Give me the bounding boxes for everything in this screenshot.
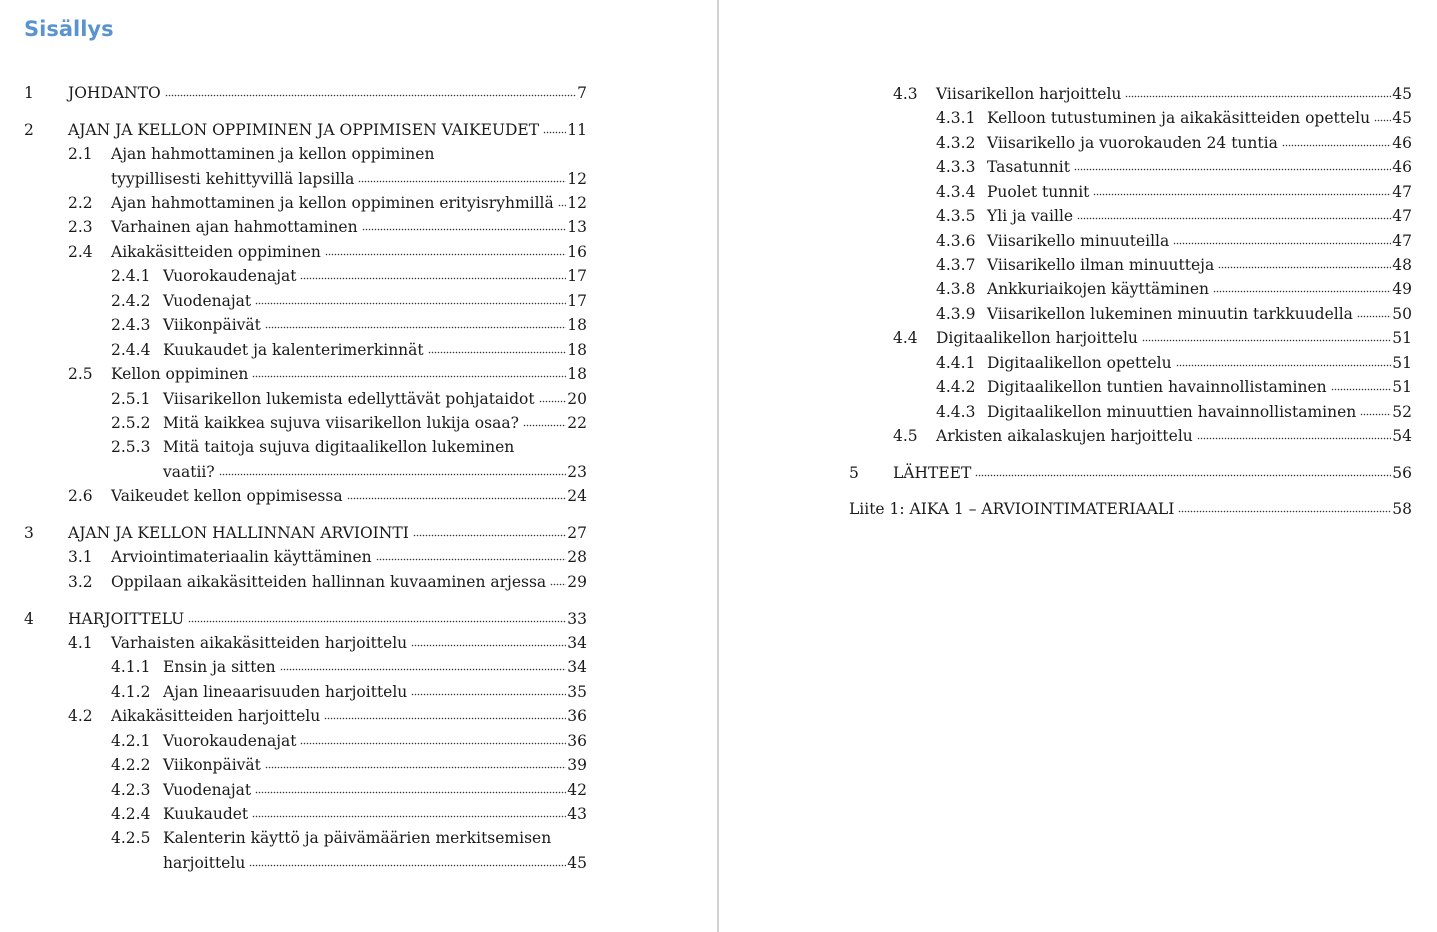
toc-page-number: 42 xyxy=(567,781,587,799)
toc-entry[interactable] xyxy=(936,84,1412,104)
toc-number: 4.1.1 xyxy=(111,658,151,676)
toc-number: 4.3.3 xyxy=(936,158,976,176)
toc-page-number: 18 xyxy=(567,316,587,334)
toc-entry[interactable] xyxy=(893,463,1412,483)
toc-number: 4 xyxy=(24,610,34,628)
toc-entry[interactable] xyxy=(987,182,1412,202)
toc-number: 4.3.7 xyxy=(936,256,976,274)
toc-number: 2.1 xyxy=(68,145,93,163)
dot-leader xyxy=(550,580,566,586)
dot-leader xyxy=(523,421,566,427)
toc-label: Ankkuriaikojen käyttäminen xyxy=(987,280,1210,298)
dot-leader xyxy=(325,250,566,256)
toc-entry[interactable] xyxy=(68,609,587,629)
toc-number: 4.3.4 xyxy=(936,183,976,201)
dot-leader xyxy=(255,299,566,305)
toc-page-number: 34 xyxy=(567,634,587,652)
toc-page-number: 36 xyxy=(567,732,587,750)
toc-entry[interactable] xyxy=(68,523,587,543)
toc-page-number: 12 xyxy=(567,194,587,212)
toc-page-number: 20 xyxy=(567,390,587,408)
toc-entry[interactable] xyxy=(163,731,587,751)
toc-label: Tasatunnit xyxy=(987,158,1070,176)
toc-page-number: 58 xyxy=(1392,500,1412,518)
toc-label: Vuorokaudenajat xyxy=(163,267,297,285)
toc-label: Vuodenajat xyxy=(163,292,252,310)
toc-label: Aikakäsitteiden oppiminen xyxy=(111,243,321,261)
toc-entry[interactable] xyxy=(987,255,1412,275)
toc-label: Digitaalikellon opettelu xyxy=(987,354,1172,372)
toc-number: 2.4.3 xyxy=(111,316,151,334)
toc-label: AJAN JA KELLON OPPIMINEN JA OPPIMISEN VAIKEUDET xyxy=(68,121,540,139)
toc-label: Ajan hahmottaminen ja kellon oppiminen xyxy=(111,145,435,163)
toc-label: Liite 1: AIKA 1 – ARVIOINTIMATERIAALI xyxy=(849,500,1175,518)
toc-entry[interactable] xyxy=(987,231,1412,251)
dot-leader xyxy=(1331,385,1392,391)
toc-label: Viisarikello ilman minuutteja xyxy=(987,256,1215,274)
toc-entry[interactable] xyxy=(163,657,587,677)
toc-number: 2.4.4 xyxy=(111,341,151,359)
toc-label: JOHDANTO xyxy=(68,84,161,102)
dot-leader xyxy=(413,531,566,537)
dot-leader xyxy=(265,763,566,769)
toc-page-number: 46 xyxy=(1392,134,1412,152)
toc-number: 4.2.3 xyxy=(111,781,151,799)
toc-entry[interactable] xyxy=(163,389,587,409)
toc-entry[interactable] xyxy=(936,328,1412,348)
toc-number: 2.5.3 xyxy=(111,438,151,456)
toc-page-number: 47 xyxy=(1392,232,1412,250)
toc-label: Viisarikellon harjoittelu xyxy=(936,85,1122,103)
toc-number: 2.5.1 xyxy=(111,390,151,408)
toc-page-number: 43 xyxy=(567,805,587,823)
toc-page-number: 47 xyxy=(1392,207,1412,225)
toc-entry[interactable] xyxy=(987,304,1412,324)
toc-page-number: 48 xyxy=(1392,256,1412,274)
toc-page-number: 45 xyxy=(1392,109,1412,127)
dot-leader xyxy=(1213,287,1391,293)
toc-number: 4.3.8 xyxy=(936,280,976,298)
toc-entry[interactable] xyxy=(163,755,587,775)
dot-leader xyxy=(280,665,567,671)
toc-page-number: 11 xyxy=(567,121,587,139)
toc-page-number: 17 xyxy=(567,292,587,310)
toc-number: 2.6 xyxy=(68,487,93,505)
toc-number: 4.3.1 xyxy=(936,109,976,127)
toc-entry[interactable] xyxy=(987,377,1412,397)
toc-number: 2.5.2 xyxy=(111,414,151,432)
toc-label: Oppilaan aikakäsitteiden hallinnan kuvaaminen arjessa xyxy=(111,573,547,591)
toc-page-number: 33 xyxy=(567,610,587,628)
toc-number: 4.2.1 xyxy=(111,732,151,750)
dot-leader xyxy=(252,372,566,378)
toc-page-number: 49 xyxy=(1392,280,1412,298)
dot-leader xyxy=(1374,116,1391,122)
dot-leader xyxy=(165,91,576,97)
toc-page-number: 18 xyxy=(567,341,587,359)
toc-number: 2.3 xyxy=(68,218,93,236)
toc-entry[interactable] xyxy=(111,706,587,726)
toc-page-number: 51 xyxy=(1392,329,1412,347)
toc-entry[interactable] xyxy=(111,169,587,189)
toc-page-number: 23 xyxy=(567,463,587,481)
toc-number: 5 xyxy=(849,464,859,482)
toc-number: 4.2.5 xyxy=(111,829,151,847)
dot-leader xyxy=(1125,92,1391,98)
dot-leader xyxy=(1176,361,1392,367)
toc-label: Varhainen ajan hahmottaminen xyxy=(111,218,358,236)
toc-entry[interactable] xyxy=(987,279,1412,299)
toc-label: Viisarikello minuuteilla xyxy=(987,232,1170,250)
toc-label: Viisarikello ja vuorokauden 24 tuntia xyxy=(987,134,1278,152)
dot-leader xyxy=(1360,410,1391,416)
toc-number: 2.5 xyxy=(68,365,93,383)
toc-page-number: 27 xyxy=(567,524,587,542)
dot-leader xyxy=(324,714,566,720)
toc-number: 4.3.2 xyxy=(936,134,976,152)
toc-label: Arkisten aikalaskujen harjoittelu xyxy=(936,427,1193,445)
toc-number: 4.1.2 xyxy=(111,683,151,701)
toc-page-number: 12 xyxy=(567,170,587,188)
toc-page-number: 56 xyxy=(1392,464,1412,482)
toc-number: 3 xyxy=(24,524,34,542)
dot-leader xyxy=(249,861,566,867)
page-title: Sisällys xyxy=(24,17,114,41)
toc-page-number: 51 xyxy=(1392,378,1412,396)
toc-number: 3.2 xyxy=(68,573,93,591)
toc-label: Kalenterin käyttö ja päivämäärien merkitsemisen xyxy=(163,829,552,847)
toc-entry[interactable] xyxy=(936,426,1412,446)
toc-label: Viisarikellon lukeminen minuutin tarkkuudella xyxy=(987,305,1353,323)
toc-page-number: 17 xyxy=(567,267,587,285)
toc-entry[interactable] xyxy=(111,193,587,213)
toc-entry[interactable] xyxy=(163,315,587,335)
toc-entry[interactable] xyxy=(163,413,587,433)
toc-entry[interactable] xyxy=(163,804,587,824)
dot-leader xyxy=(255,788,566,794)
toc-entry[interactable] xyxy=(111,242,587,262)
toc-page-number: 52 xyxy=(1392,403,1412,421)
dot-leader xyxy=(362,225,567,231)
toc-entry[interactable] xyxy=(987,157,1412,177)
dot-leader xyxy=(411,690,566,696)
toc-page-number: 34 xyxy=(567,658,587,676)
toc-entry[interactable] xyxy=(68,120,587,140)
toc-entry[interactable] xyxy=(987,133,1412,153)
dot-leader xyxy=(1357,312,1391,318)
toc-entry[interactable] xyxy=(163,340,587,360)
toc-label: LÄHTEET xyxy=(893,464,972,482)
toc-number: 2.2 xyxy=(68,194,93,212)
dot-leader xyxy=(265,323,566,329)
toc-entry[interactable] xyxy=(987,108,1412,128)
toc-label: Vaikeudet kellon oppimisessa xyxy=(111,487,343,505)
dot-leader xyxy=(539,397,567,403)
toc-page-number: 35 xyxy=(567,683,587,701)
toc-number: 2.4.1 xyxy=(111,267,151,285)
toc-number: 4.3.5 xyxy=(936,207,976,225)
toc-page-number: 13 xyxy=(567,218,587,236)
toc-label: harjoittelu xyxy=(163,854,246,872)
toc-number: 2 xyxy=(24,121,34,139)
toc-entry[interactable] xyxy=(163,780,587,800)
toc-page-number: 51 xyxy=(1392,354,1412,372)
toc-page-number: 46 xyxy=(1392,158,1412,176)
toc-page-number: 39 xyxy=(567,756,587,774)
toc-entry[interactable] xyxy=(163,462,587,482)
toc-number: 4.3.9 xyxy=(936,305,976,323)
toc-number: 4.2 xyxy=(68,707,93,725)
toc-label: Arviointimateriaalin käyttäminen xyxy=(111,548,372,566)
toc-number: 4.2.2 xyxy=(111,756,151,774)
toc-number: 4.4 xyxy=(893,329,918,347)
dot-leader xyxy=(347,494,567,500)
dot-leader xyxy=(1074,165,1391,171)
toc-entry[interactable] xyxy=(849,499,1412,519)
toc-label: Digitaalikellon tuntien havainnollistaminen xyxy=(987,378,1327,396)
toc-label: HARJOITTELU xyxy=(68,610,185,628)
dot-leader xyxy=(1197,434,1392,440)
toc-label: Vuodenajat xyxy=(163,781,252,799)
toc-number: 4.4.1 xyxy=(936,354,976,372)
dot-leader xyxy=(1142,336,1391,342)
toc-label: Kuukaudet xyxy=(163,805,249,823)
dot-leader xyxy=(300,739,566,745)
toc-number: 4.2.4 xyxy=(111,805,151,823)
dot-leader xyxy=(411,641,566,647)
toc-number: 4.4.3 xyxy=(936,403,976,421)
toc-label: Varhaisten aikakäsitteiden harjoittelu xyxy=(111,634,408,652)
toc-page-number: 54 xyxy=(1392,427,1412,445)
toc-entry[interactable] xyxy=(111,217,587,237)
dot-leader xyxy=(300,274,566,280)
toc-entry[interactable] xyxy=(111,572,587,592)
toc-label: Viikonpäivät xyxy=(163,756,261,774)
toc-label: Viisarikellon lukemista edellyttävät pohjataidot xyxy=(163,390,535,408)
toc-label: vaatii? xyxy=(163,463,215,481)
toc-number: 2.4.2 xyxy=(111,292,151,310)
toc-entry[interactable] xyxy=(163,291,587,311)
toc-page-number: 22 xyxy=(567,414,587,432)
toc-number: 3.1 xyxy=(68,548,93,566)
toc-entry[interactable] xyxy=(111,364,587,384)
toc-entry[interactable] xyxy=(987,402,1412,422)
toc-label: Viikonpäivät xyxy=(163,316,261,334)
toc-label: AJAN JA KELLON HALLINNAN ARVIOINTI xyxy=(68,524,409,542)
toc-entry[interactable] xyxy=(163,853,587,873)
toc-entry[interactable] xyxy=(163,266,587,286)
toc-number: 1 xyxy=(24,84,34,102)
toc-page-number: 24 xyxy=(567,487,587,505)
dot-leader xyxy=(1173,239,1391,245)
dot-leader xyxy=(558,201,567,207)
toc-number: 4.4.2 xyxy=(936,378,976,396)
toc-page-number: 16 xyxy=(567,243,587,261)
toc-label: Ajan hahmottaminen ja kellon oppiminen erityisryhmillä xyxy=(111,194,554,212)
toc-number: 4.5 xyxy=(893,427,918,445)
toc-number: 4.1 xyxy=(68,634,93,652)
toc-number: 2.4 xyxy=(68,243,93,261)
toc-label: Aikakäsitteiden harjoittelu xyxy=(111,707,321,725)
dot-leader xyxy=(543,128,566,134)
toc-label: Digitaalikellon harjoittelu xyxy=(936,329,1138,347)
toc-page-number: 36 xyxy=(567,707,587,725)
toc-page-number: 47 xyxy=(1392,183,1412,201)
toc-label: tyypillisesti kehittyvillä lapsilla xyxy=(111,170,355,188)
toc-entry[interactable] xyxy=(111,547,587,567)
dot-leader xyxy=(1178,507,1391,513)
toc-page-number: 29 xyxy=(567,573,587,591)
dot-leader xyxy=(975,471,1391,477)
dot-leader xyxy=(1093,190,1391,196)
toc-label: Puolet tunnit xyxy=(987,183,1090,201)
toc-page-number: 28 xyxy=(567,548,587,566)
toc-label: Ensin ja sitten xyxy=(163,658,276,676)
toc-number: 4.3 xyxy=(893,85,918,103)
toc-label: Kelloon tutustuminen ja aikakäsitteiden opettelu xyxy=(987,109,1371,127)
toc-label: Yli ja vaille xyxy=(987,207,1074,225)
toc-number: 4.3.6 xyxy=(936,232,976,250)
dot-leader xyxy=(1077,214,1391,220)
toc-label: Kellon oppiminen xyxy=(111,365,249,383)
toc-label: Mitä taitoja sujuva digitaalikellon lukeminen xyxy=(163,438,515,456)
dot-leader xyxy=(252,812,566,818)
toc-label: Kuukaudet ja kalenterimerkinnät xyxy=(163,341,424,359)
toc-label: Vuorokaudenajat xyxy=(163,732,297,750)
toc-page-number: 45 xyxy=(1392,85,1412,103)
toc-entry[interactable] xyxy=(987,353,1412,373)
toc-entry[interactable] xyxy=(68,83,587,103)
dot-leader xyxy=(376,555,567,561)
dot-leader xyxy=(1218,263,1391,269)
dot-leader xyxy=(188,617,566,623)
toc-page-number: 18 xyxy=(567,365,587,383)
dot-leader xyxy=(219,470,567,476)
toc-label: Mitä kaikkea sujuva viisarikellon lukija osaa? xyxy=(163,414,519,432)
dot-leader xyxy=(1282,141,1391,147)
dot-leader xyxy=(428,348,567,354)
toc-page-number: 7 xyxy=(577,84,587,102)
toc-label: Digitaalikellon minuuttien havainnollistaminen xyxy=(987,403,1357,421)
toc-entry[interactable] xyxy=(111,633,587,653)
toc-page-number: 45 xyxy=(567,854,587,872)
toc-page-number: 50 xyxy=(1392,305,1412,323)
toc-entry[interactable] xyxy=(111,486,587,506)
toc-entry[interactable] xyxy=(987,206,1412,226)
toc-entry[interactable] xyxy=(163,682,587,702)
dot-leader xyxy=(358,177,566,183)
toc-label: Ajan lineaarisuuden harjoittelu xyxy=(163,683,408,701)
